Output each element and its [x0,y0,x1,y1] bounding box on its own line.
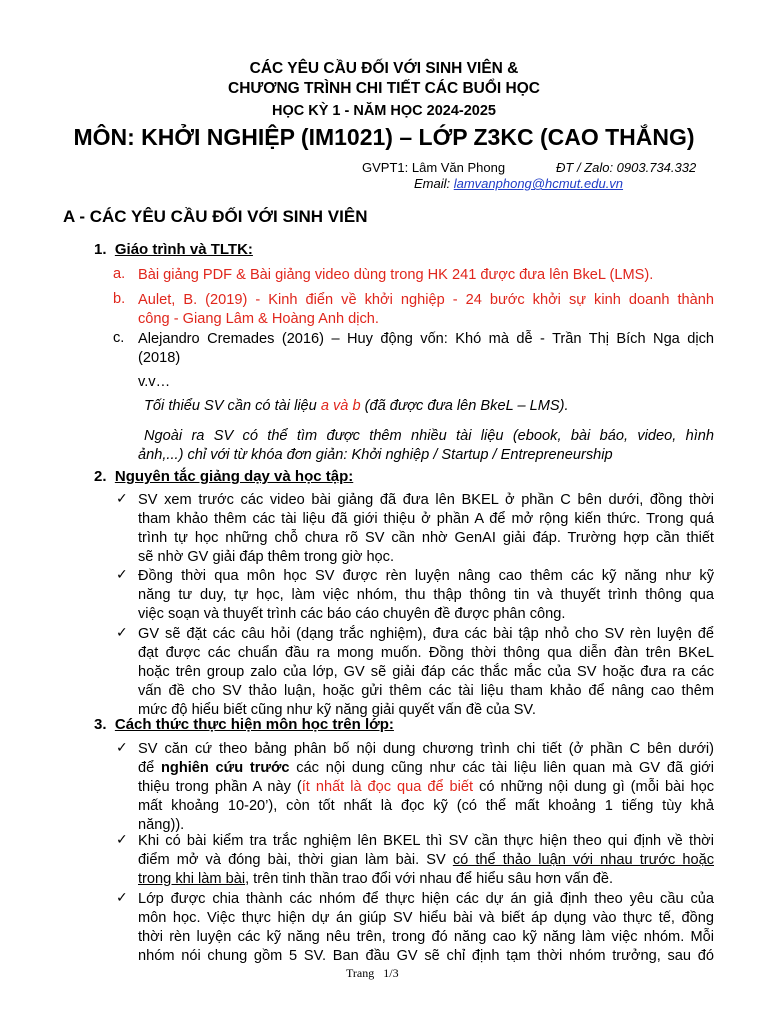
emphasis-red: ít nhất là đọc qua để biết [301,779,474,795]
s3-b3-line: nhóm nói chung gồm 5 SV. Ban đầu GV sẽ chỉ định tạm thời nhóm trưởng, sau đó [138,948,714,964]
s1-heading [94,241,253,258]
s3-bullet2 [138,832,714,889]
s3-b2-line [138,851,714,870]
s1-min-post: (đã được đưa lên BkeL – LMS). [360,398,569,414]
doc-title-line1: CÁC YÊU CẦU ĐỐI VỚI SINH VIÊN & [249,60,519,77]
s3-b1-line: năng)). [138,817,185,833]
s2-b2-line: năng tư duy, tự học, làm việc nhóm, thu thập thông tin và thuyết trình thông qua [138,587,714,603]
semester-line: HỌC KỲ 1 - NĂM HỌC 2024-2025 [271,103,496,119]
email-label: Email: [414,176,454,191]
s1-minimum-note [144,397,569,416]
s1-b-text [138,291,714,329]
s3-b1-line [138,778,714,797]
s1-b-line1: Aulet, B. (2019) - Kinh điển về khởi nghiệp - 24 bước khởi sự kinh doanh thành [138,292,714,308]
s2-heading [94,468,353,485]
s3-b1-line: SV căn cứ theo bảng phân bố nội dung chương trình chi tiết (ở phần C bên dưới) [138,741,714,757]
s3-b1-line [138,759,714,778]
s1-a-text: Bài giảng PDF & Bài giảng video dùng trong HK 241 được đưa lên BkeL (LMS). [138,267,654,283]
s1-extra-line2: ảnh,...) chỉ với từ khóa đơn giản: Khởi nghiệp / Startup / Entrepreneurship [138,447,613,463]
page-label: Trang [346,966,375,980]
s3-b2-line: Khi có bài kiểm tra trắc nghiệm lên BKEL thì SV cần thực hiện theo qui định về thời [138,833,714,849]
s2-b3-line: mức độ hiểu biết cũng như kỹ năng giải quyết vấn đề của SV. [138,702,536,718]
check-icon: ✓ [116,625,128,641]
text-run: , trên tinh thần trao đổi với nhau để hiểu sâu hơn vấn đề. [245,871,614,887]
email-line [414,176,623,191]
s2-b2-line: Đồng thời qua môn học SV được rèn luyện nâng cao thêm các kỹ năng như kỹ [138,568,714,584]
s1-min-pre: Tối thiểu SV cần có tài liệu [144,398,321,414]
s3-b3-line: Lớp được chia thành các nhóm để thực hiện các dự án giả định theo yêu cầu của [138,891,714,907]
s3-b2-line [138,870,714,889]
text-run: các nội dung cũng như các tài liệu liên quan mà GV đã giới [289,760,714,776]
s3-number: 3. [94,716,107,733]
course-title: MÔN: KHỞI NGHIỆP (IM1021) – LỚP Z3KC (CAO THẮNG) [73,124,695,150]
email-link[interactable]: lamvanphong@hcmut.edu.vn [453,176,624,191]
emphasis-bold: nghiên cứu trước [160,760,290,776]
check-icon: ✓ [116,832,128,848]
s2-b3-line: đạt được các chuẩn đầu ra mong muốn. Đồng thời thông qua diễn đàn trên BKeL [138,645,714,661]
check-icon: ✓ [116,491,128,507]
s2-b3-line: vấn đề cho SV thảo luận, hoặc gửi thêm các tài liệu tham khảo để nâng cao thêm [138,683,714,699]
s1-b-line2: công - Giang Lâm & Hoàng Anh dịch. [138,311,379,327]
s3-b1-line: mất khoảng 10-20’), còn tốt nhất là đọc kỹ (có thể mất khoảng 1 tiếng tùy khả [138,798,714,814]
s1-c-line1: Alejandro Cremades (2016) – Huy động vốn: Khó mà dễ - Trần Thị Bích Nga dịch [138,331,714,347]
s1-etc: v.v… [138,374,171,390]
s2-b1-line: trình tự học những chỗ chưa rõ SV cần nhờ GenAI giải đáp. Trường hợp cần thiết [138,530,714,546]
section-a-title: A - CÁC YÊU CẦU ĐỐI VỚI SINH VIÊN [63,207,368,226]
s1-min-red: a và b [320,398,361,414]
s2-bullet1 [138,491,714,567]
emphasis-underline: có thể thảo luận với nhau trước hoặc [452,852,714,868]
s2-number: 2. [94,468,107,485]
s2-b3-line: hoặc trên group zalo của lớp, GV sẽ giải đáp các thắc mắc của SV hoặc đưa ra các [138,664,714,680]
s2-bullet3 [138,625,714,720]
s3-b3-line: môn học. Việc thực hiện dự án giúp SV hiểu bài và biết áp dụng vào thực tế, đồng [138,910,714,926]
s2-title: Nguyên tắc giảng dạy và học tập: [114,468,354,485]
s1-number: 1. [94,241,107,258]
s3-bullet3 [138,890,714,966]
lecturer-phone: ĐT / Zalo: 0903.734.332 [556,160,697,175]
s3-b3-line: thời rèn luyện các kỹ năng nêu trên, trong đó năng cao kỹ năng làm việc nhóm. Mỗi [138,929,714,945]
s2-b1-line: SV xem trước các video bài giảng đã đưa lên BKEL ở phần C bên dưới, đồng thời [138,492,714,508]
check-icon: ✓ [116,740,128,756]
text-run: điểm mở và đóng bài, thời gian làm bài. SV [138,852,453,868]
page-footer [346,966,399,981]
lecturer-name: Lâm Văn Phong [411,160,506,175]
s1-title: Giáo trình và TLTK: [114,241,253,258]
s2-b2-line: việc soạn và thuyết trình các báo cáo chuyên đề được phân công. [138,606,566,622]
doc-title-line2: CHƯƠNG TRÌNH CHI TIẾT CÁC BUỔI HỌC [228,80,540,97]
s1-extra-line1: Ngoài ra SV có thể tìm được thêm nhiều tài liệu (ebook, bài báo, video, hình [144,428,714,444]
s3-bullet1 [138,740,714,835]
text-run: để [138,760,161,776]
s1-extra-note [138,427,714,465]
lecturer-line [362,160,505,175]
s2-bullet2 [138,567,714,624]
s1-b-marker: b. [113,291,126,307]
lecturer-label: GVPT1: [362,160,412,175]
emphasis-underline: trong khi làm bài [138,871,246,887]
check-icon: ✓ [116,567,128,583]
s1-c-line2: (2018) [138,350,181,366]
text-run: có những nội dung gì (mỗi bài học [473,779,714,795]
s1-c-marker: c. [113,330,125,346]
s3-heading [94,716,394,733]
s2-b1-line: tham khảo thêm các tài liệu đã giới thiệu ở phần A để mở rộng kiến thức. Trong quá [138,511,714,527]
s1-c-text [138,330,714,368]
s2-b1-line: sẽ nhờ GV giải đáp thêm trong giờ học. [138,549,395,565]
check-icon: ✓ [116,890,128,906]
s3-title: Cách thức thực hiện môn học trên lớp: [114,716,394,733]
text-run: thiệu trong phần A này ( [138,779,302,795]
s2-b3-line: GV sẽ đặt các câu hỏi (dạng trắc nghiệm), đưa các bài tập nhỏ cho SV rèn luyện để [138,626,714,642]
page-number: 1/3 [383,966,399,980]
s1-a-marker: a. [113,266,126,282]
